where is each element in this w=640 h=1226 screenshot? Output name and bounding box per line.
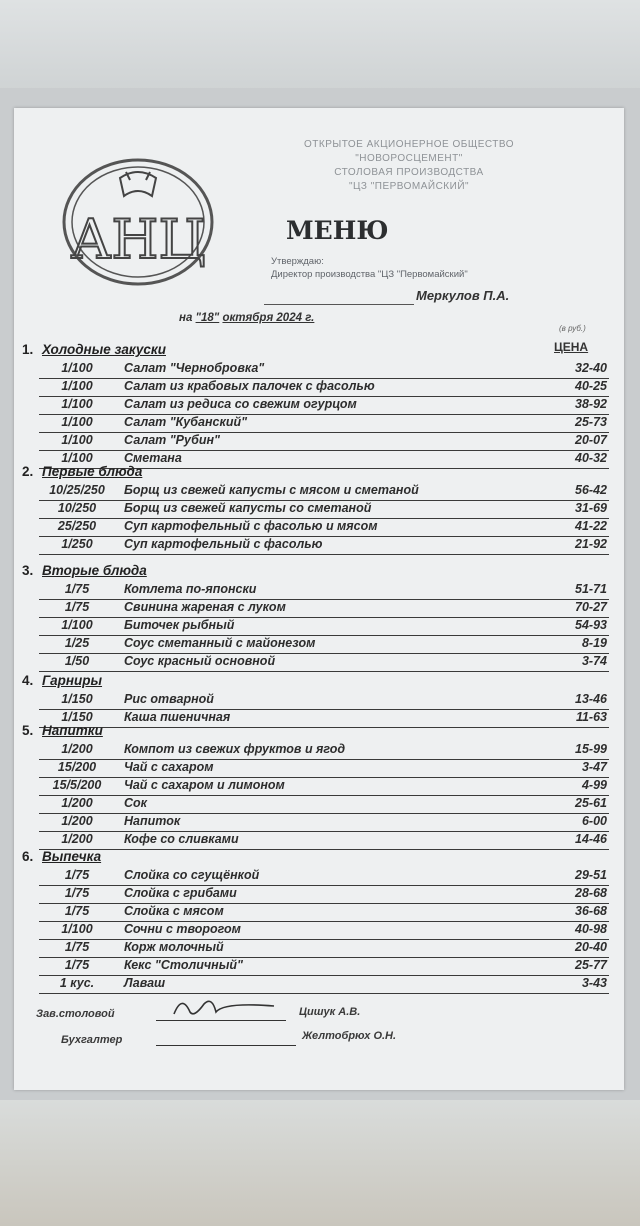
section-heading <box>22 723 602 741</box>
menu-item-row <box>39 415 609 433</box>
svg-text:АНЦ: АНЦ <box>70 208 206 271</box>
item-dish: Сметана <box>124 451 182 465</box>
item-portion: 1/75 <box>64 904 90 918</box>
section-heading <box>22 464 602 482</box>
org-line: "НОВОРОСЦЕМЕНТ" <box>355 153 463 164</box>
section-name: Холодные закуски <box>42 342 166 357</box>
item-price: 21-92 <box>575 537 607 551</box>
item-price: 4-99 <box>581 778 607 792</box>
item-portion: 1/75 <box>64 600 90 614</box>
item-portion: 10/25/250 <box>49 483 105 497</box>
menu-item-row <box>39 501 609 519</box>
item-dish: Кекс "Столичный" <box>124 958 243 972</box>
menu-item-row <box>39 537 609 555</box>
menu-item-row <box>39 778 609 796</box>
item-price: 36-68 <box>575 904 607 918</box>
item-dish: Сочни с творогом <box>124 922 241 936</box>
accountant-signature-line <box>156 1045 296 1046</box>
menu-sheet <box>14 108 624 1090</box>
item-portion: 1/200 <box>61 796 93 810</box>
section-number: 3. <box>22 563 34 578</box>
item-price: 15-99 <box>575 742 607 756</box>
item-price: 25-73 <box>575 415 607 429</box>
frame-top <box>0 0 640 90</box>
menu-item-row <box>39 582 609 600</box>
menu-item-row <box>39 958 609 976</box>
approval-block <box>271 255 468 281</box>
menu-item-row <box>39 760 609 778</box>
item-dish: Слойка со сгущёнкой <box>124 868 260 882</box>
item-price: 14-46 <box>575 832 607 846</box>
menu-item-row <box>39 397 609 415</box>
item-portion: 1/50 <box>64 654 90 668</box>
item-price: 56-42 <box>575 483 607 497</box>
item-dish: Суп картофельный с фасолью <box>124 537 323 551</box>
item-dish: Борщ из свежей капусты с мясом и сметаной <box>124 483 419 497</box>
item-portion: 1/25 <box>64 636 90 650</box>
item-dish: Слойка с грибами <box>124 886 237 900</box>
menu-item-row <box>39 692 609 710</box>
item-price: 13-46 <box>575 692 607 706</box>
item-dish: Сок <box>124 796 147 810</box>
item-portion: 1/200 <box>61 742 93 756</box>
section-heading <box>22 342 602 360</box>
item-price: 40-25 <box>575 379 607 393</box>
section-name: Гарниры <box>42 673 103 688</box>
item-price: 25-61 <box>575 796 607 810</box>
item-dish: Каша пшеничная <box>124 710 231 724</box>
item-price: 32-40 <box>575 361 607 375</box>
item-dish: Биточек рыбный <box>124 618 235 632</box>
item-price: 3-74 <box>581 654 607 668</box>
price-header: ЦЕНА <box>554 340 589 354</box>
menu-item-row <box>39 618 609 636</box>
item-price: 20-07 <box>575 433 607 447</box>
item-portion: 1/100 <box>61 379 93 393</box>
item-portion: 1/100 <box>61 415 93 429</box>
frame-bottom <box>0 1100 640 1226</box>
item-dish: Чай с сахаром <box>124 760 214 774</box>
item-portion: 1/100 <box>61 397 93 411</box>
item-price: 41-22 <box>575 519 607 533</box>
section-name: Вторые блюда <box>42 563 147 578</box>
item-price: 70-27 <box>575 600 607 614</box>
manager-label: Зав.столовой <box>36 1008 115 1020</box>
item-portion: 1/75 <box>64 940 90 954</box>
item-price: 54-93 <box>575 618 607 632</box>
item-price: 51-71 <box>575 582 607 596</box>
item-dish: Лаваш <box>124 976 166 990</box>
manager-signature <box>164 992 284 1022</box>
section-number: 5. <box>22 723 34 738</box>
item-portion: 1/250 <box>61 537 93 551</box>
section-name: Напитки <box>42 723 103 738</box>
menu-item-row <box>39 483 609 501</box>
menu-item-row <box>39 361 609 379</box>
item-dish: Слойка с мясом <box>124 904 224 918</box>
item-price: 31-69 <box>575 501 607 515</box>
org-line: ОТКРЫТОЕ АКЦИОНЕРНОЕ ОБЩЕСТВО <box>304 139 514 150</box>
item-dish: Корж молочный <box>124 940 224 954</box>
section-name: Первые блюда <box>42 464 143 479</box>
approve-position: Директор производства "ЦЗ "Первомайский" <box>271 269 468 280</box>
manager-name: Цишук А.В. <box>299 1006 361 1018</box>
item-dish: Борщ из свежей капусты со сметаной <box>124 501 372 515</box>
organization-header <box>264 138 554 194</box>
menu-item-row <box>39 922 609 940</box>
item-dish: Кофе со сливками <box>124 832 239 846</box>
item-dish: Салат "Чернобровка" <box>124 361 265 375</box>
item-dish: Суп картофельный с фасолью и мясом <box>124 519 378 533</box>
item-price: 38-92 <box>575 397 607 411</box>
item-price: 6-00 <box>581 814 607 828</box>
menu-item-row <box>39 976 609 994</box>
item-price: 3-43 <box>581 976 607 990</box>
org-line: СТОЛОВАЯ ПРОИЗВОДСТВА <box>334 167 484 178</box>
item-portion: 1/100 <box>61 922 93 936</box>
item-portion: 1/200 <box>61 832 93 846</box>
item-portion: 1/75 <box>64 886 90 900</box>
menu-date <box>179 312 314 324</box>
item-portion: 1/100 <box>61 451 93 465</box>
menu-item-row <box>39 654 609 672</box>
item-dish: Соус сметанный с майонезом <box>124 636 316 650</box>
menu-item-row <box>39 379 609 397</box>
menu-item-row <box>39 796 609 814</box>
item-portion: 25/250 <box>57 519 97 533</box>
item-portion: 1/100 <box>61 618 93 632</box>
approve-label: Утверждаю: <box>271 256 324 267</box>
accountant-name: Желтобрюх О.Н. <box>302 1030 397 1042</box>
item-dish: Котлета по-японски <box>124 582 257 596</box>
menu-item-row <box>39 519 609 537</box>
director-name: Меркулов П.А. <box>416 288 510 303</box>
menu-item-row <box>39 832 609 850</box>
currency-unit: (в руб.) <box>559 324 586 333</box>
date-day: "18" <box>195 312 220 324</box>
item-portion: 1/75 <box>64 958 90 972</box>
menu-item-row <box>39 868 609 886</box>
item-portion: 1/75 <box>64 868 90 882</box>
item-price: 11-63 <box>575 710 607 724</box>
item-dish: Салат из крабовых палочек с фасолью <box>124 379 375 393</box>
company-logo <box>60 156 216 288</box>
menu-item-row <box>39 600 609 618</box>
item-portion: 10/250 <box>57 501 97 515</box>
item-price: 28-68 <box>575 886 607 900</box>
section-number: 6. <box>22 849 34 864</box>
item-price: 29-51 <box>575 868 607 882</box>
item-dish: Рис отварной <box>124 692 214 706</box>
section-heading <box>22 563 602 581</box>
item-price: 20-40 <box>575 940 607 954</box>
item-dish: Соус красный основной <box>124 654 276 668</box>
menu-item-row <box>39 742 609 760</box>
section-number: 4. <box>22 673 34 688</box>
section-number: 2. <box>22 464 34 479</box>
item-dish: Салат "Кубанский" <box>124 415 248 429</box>
item-portion: 1/150 <box>61 710 93 724</box>
section-number: 1. <box>22 342 34 357</box>
item-portion: 1/200 <box>61 814 93 828</box>
menu-item-row <box>39 636 609 654</box>
section-heading <box>22 849 602 867</box>
menu-item-row <box>39 904 609 922</box>
item-portion: 1 кус. <box>59 976 95 990</box>
item-dish: Чай с сахаром и лимоном <box>124 778 285 792</box>
menu-item-row <box>39 433 609 451</box>
menu-item-row <box>39 886 609 904</box>
item-price: 3-47 <box>581 760 607 774</box>
item-portion: 1/150 <box>61 692 93 706</box>
date-rest: октября 2024 г. <box>222 312 315 324</box>
section-name: Выпечка <box>42 849 102 864</box>
item-dish: Салат "Рубин" <box>124 433 220 447</box>
menu-item-row <box>39 814 609 832</box>
item-portion: 1/100 <box>61 433 93 447</box>
accountant-label: Бухгалтер <box>61 1034 123 1046</box>
item-portion: 1/75 <box>64 582 90 596</box>
menu-item-row <box>39 940 609 958</box>
item-portion: 1/100 <box>61 361 93 375</box>
org-line: "ЦЗ "ПЕРВОМАЙСКИЙ" <box>348 181 470 192</box>
item-dish: Напиток <box>124 814 181 828</box>
item-price: 40-98 <box>575 922 607 936</box>
page-title: МЕНЮ <box>286 216 389 245</box>
item-portion: 15/5/200 <box>52 778 102 792</box>
item-portion: 15/200 <box>57 760 97 774</box>
item-dish: Свинина жареная с луком <box>124 600 286 614</box>
item-price: 8-19 <box>581 636 607 650</box>
item-dish: Салат из редиса со свежим огурцом <box>124 397 357 411</box>
date-prefix: на <box>179 312 193 324</box>
item-dish: Компот из свежих фруктов и ягод <box>124 742 346 756</box>
item-price: 40-32 <box>575 451 607 465</box>
section-heading <box>22 673 602 691</box>
item-price: 25-77 <box>575 958 607 972</box>
signature-line <box>264 304 414 305</box>
